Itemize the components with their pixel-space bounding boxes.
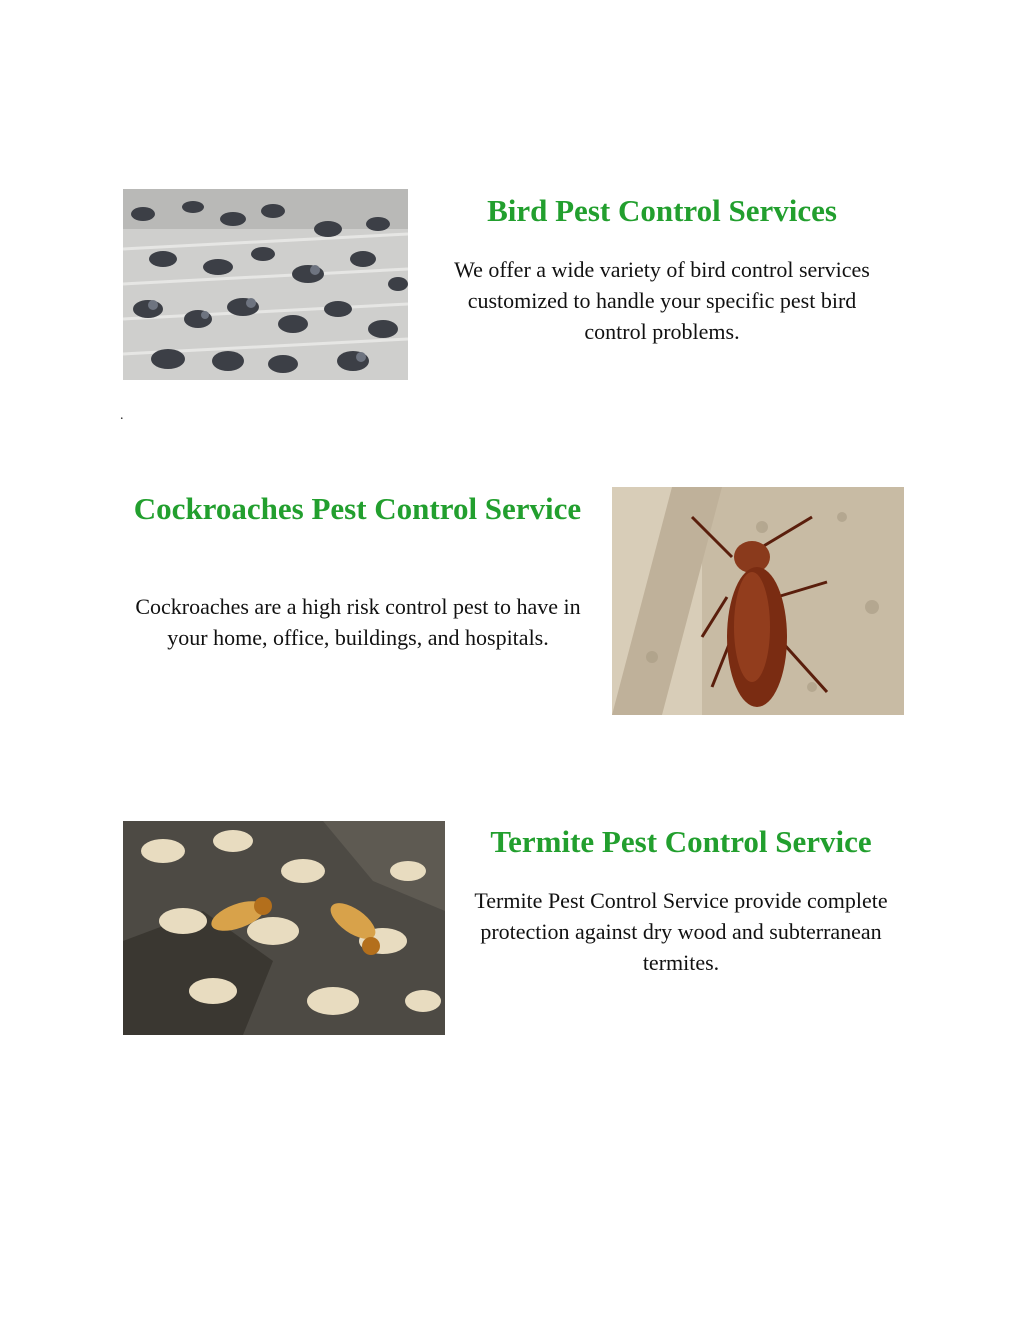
cockroach-photo	[612, 487, 904, 715]
pigeons-photo	[123, 189, 408, 380]
bird-section-text: We offer a wide variety of bird control services customized to handle your specific pest bird control problems.	[454, 257, 870, 344]
cockroach-section-title: Cockroaches Pest Control Service	[133, 491, 582, 526]
cockroach-section-text: Cockroaches are a high risk control pest to have in your home, office, buildings, and hospitals.	[135, 594, 581, 650]
bird-section-title: Bird Pest Control Services	[487, 193, 837, 228]
termites-photo	[123, 821, 445, 1035]
termite-section-text: Termite Pest Control Service provide complete protection against dry wood and subterranean termites.	[474, 888, 888, 975]
termite-section-title: Termite Pest Control Service	[490, 824, 872, 859]
separator-mark: .	[120, 408, 124, 423]
